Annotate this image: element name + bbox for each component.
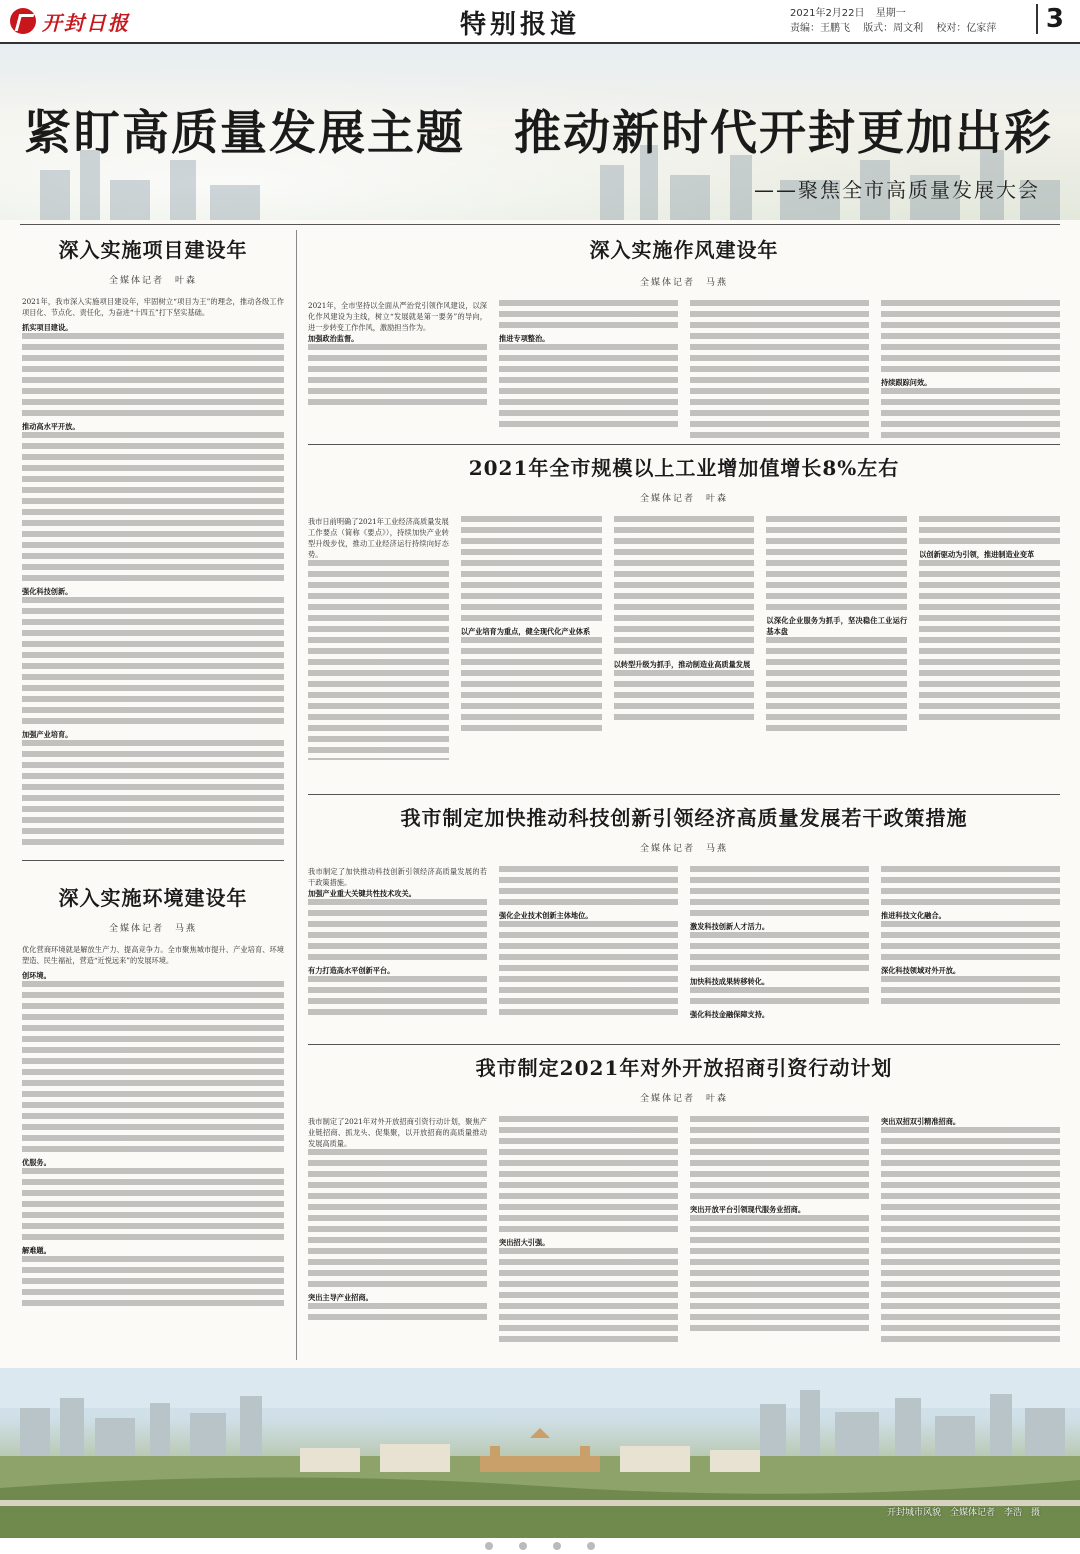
article-subhead: 突出主导产业招商。	[308, 1293, 373, 1302]
article-column	[499, 1116, 678, 1347]
article-subhead: 加强产业培育。	[22, 730, 73, 739]
article-subhead: 推进专项整治。	[499, 334, 550, 343]
article-column	[499, 866, 678, 1020]
article-column	[690, 300, 869, 443]
article-column	[766, 516, 907, 760]
article-column	[881, 300, 1060, 443]
article-body-text	[22, 432, 284, 586]
article-project-construction	[22, 230, 284, 850]
article-body-text	[308, 1303, 487, 1325]
article-column	[308, 1116, 487, 1347]
article-lead: 2021年，全市坚持以全面从严治党引领作风建设，以深化作风建设为主线，树立“发展就是第一要务”的导向，进一步转变工作作风，激励担当作为。	[308, 301, 487, 332]
article-subhead: 推进科技文化融合。	[881, 911, 946, 920]
article-body-text	[690, 932, 869, 976]
page-dot[interactable]	[519, 1542, 527, 1550]
edition-date: 2021年2月22日	[790, 8, 865, 19]
divider	[308, 444, 1060, 445]
divider	[22, 860, 284, 861]
article-subhead: 激发科技创新人才活力。	[690, 922, 770, 931]
article-title: 深入实施项目建设年	[58, 238, 248, 262]
article-body-text	[690, 1215, 869, 1336]
article-body-text	[690, 1116, 869, 1204]
masthead	[0, 0, 1080, 44]
article-byline: 全媒体记者 叶森	[639, 494, 728, 504]
hero-subtitle: ——聚焦全市高质量发展大会	[754, 178, 1040, 202]
proof-credit: 校对：亿家萍	[936, 23, 997, 34]
article-byline: 全媒体记者 叶森	[108, 276, 197, 286]
article-title: 我市制定2021年对外开放招商引资行动计划	[475, 1056, 893, 1080]
article-subhead: 以深化企业服务为抓手，坚决稳住工业运行基本盘	[766, 616, 908, 636]
article-subhead: 强化企业技术创新主体地位。	[499, 911, 593, 920]
article-body-text	[881, 921, 1060, 965]
article-columns	[308, 300, 1060, 443]
article-byline: 全媒体记者 马燕	[639, 844, 728, 854]
article-body-text	[499, 866, 678, 910]
divider	[308, 794, 1060, 795]
article-body-text	[766, 637, 907, 736]
article-body-text	[499, 1116, 678, 1237]
logo-text: 开封日报	[42, 10, 130, 35]
article-column	[614, 516, 755, 760]
article-title: 我市制定加快推动科技创新引领经济高质量发展若干政策措施	[400, 806, 968, 830]
article-subhead: 加强产业重大关键共性技术攻关。	[308, 889, 416, 898]
article-body-text	[919, 560, 1060, 725]
article-body-text	[690, 300, 869, 443]
article-body-text	[22, 1168, 284, 1245]
newspaper-logo	[10, 6, 130, 36]
article-subhead: 突出开放平台引领现代服务业招商。	[690, 1205, 806, 1214]
article-body-text	[881, 300, 1060, 377]
article-column	[919, 516, 1060, 760]
article-environment-construction	[22, 880, 284, 1360]
article-lead: 我市日前明确了2021年工业经济高质量发展工作要点（简称《要点》），持续加快产业转型升级步伐，推动工业经济运行持续向好态势。	[308, 517, 449, 559]
article-body-text	[308, 976, 487, 1020]
hero-banner	[0, 44, 1080, 220]
article-subhead: 以创新驱动为引领，推进制造业变革	[919, 550, 1035, 559]
article-body-text	[22, 333, 284, 421]
page-dot[interactable]	[553, 1542, 561, 1550]
article-body-text	[499, 1248, 678, 1347]
article-columns	[308, 866, 1060, 1020]
hero-title: 紧盯高质量发展主题 推动新时代开封更加出彩	[24, 106, 1053, 161]
article-lead: 我市制定了2021年对外开放招商引资行动计划，聚焦产业链招商、抓龙头、促集聚，以开放招商的高质量推动发展高质量。	[308, 1117, 487, 1148]
article-tech-innovation	[308, 800, 1060, 1040]
section-label: 特别报道	[460, 10, 581, 40]
article-body-text	[308, 899, 487, 965]
article-body-text	[22, 597, 284, 729]
article-subhead: 抓实项目建设。	[22, 323, 73, 332]
article-byline: 全媒体记者 马燕	[108, 924, 197, 934]
article-subhead: 突出招大引强。	[499, 1238, 550, 1247]
page-dot[interactable]	[587, 1542, 595, 1550]
article-byline: 全媒体记者 马燕	[639, 278, 728, 288]
article-subhead: 推动高水平开放。	[22, 422, 80, 431]
article-column	[308, 300, 487, 443]
article-column	[690, 866, 869, 1020]
article-body-text	[308, 1149, 487, 1292]
article-column	[881, 1116, 1060, 1347]
article-body-text	[22, 981, 284, 1157]
article-column	[881, 866, 1060, 1020]
article-lead: 优化营商环境就是解放生产力、提高竞争力。全市聚焦城市提升、产业培育、环境塑造、民生福祉，营造“近悦远来”的发展环境。	[22, 945, 284, 965]
article-body-text	[690, 987, 869, 1009]
article-body-text	[308, 560, 449, 760]
edition-meta	[790, 6, 1020, 36]
article-subhead: 加快科技成果转移转化。	[690, 977, 770, 986]
article-title: 深入实施作风建设年	[589, 238, 779, 262]
article-subhead: 持续跟踪问效。	[881, 378, 932, 387]
article-subhead: 以产业培育为重点，健全现代化产业体系	[460, 627, 591, 636]
article-subhead: 突出双招双引精准招商。	[881, 1117, 961, 1126]
city-panorama-photo	[0, 1368, 1080, 1538]
page-indicator[interactable]	[0, 1538, 1080, 1554]
article-subhead: 以转型升级为抓手，推动制造业高质量发展	[613, 660, 751, 669]
article-body-text	[614, 516, 755, 659]
article-body-text	[614, 670, 755, 725]
article-body-text	[881, 976, 1060, 1009]
article-industrial-growth	[308, 450, 1060, 790]
article-subhead: 有力打造高水平创新平台。	[308, 966, 395, 975]
article-column	[308, 516, 449, 760]
article-body-text	[22, 1256, 284, 1311]
article-subhead: 优服务。	[22, 1158, 51, 1167]
article-subhead: 强化科技创新。	[22, 587, 73, 596]
article-body-text	[881, 1127, 1060, 1347]
page-number: 3	[1036, 4, 1064, 34]
article-subhead: 创环境。	[22, 971, 51, 980]
logo-emblem-icon	[10, 8, 36, 34]
article-subhead: 深化科技领域对外开放。	[881, 966, 961, 975]
article-subhead: 解难题。	[22, 1246, 51, 1255]
article-body-text	[690, 866, 869, 921]
article-subhead: 加强政治监督。	[308, 334, 359, 343]
article-body-text	[881, 388, 1060, 443]
article-body-text	[461, 516, 602, 626]
article-lead: 2021年，我市深入实施项目建设年，牢固树立“项目为王”的理念，推动各级工作项目化、节点化、责任化，为奋进“十四五”打下坚实基础。	[22, 297, 284, 317]
article-title: 2021年全市规模以上工业增加值增长8%左右	[468, 456, 900, 480]
article-investment-plan	[308, 1050, 1060, 1360]
article-body-text	[766, 516, 907, 615]
divider	[308, 1044, 1060, 1045]
edition-weekday: 星期一	[875, 8, 906, 19]
article-column	[499, 300, 678, 443]
article-body-text	[919, 516, 1060, 549]
article-subhead: 强化科技金融保障支持。	[690, 1010, 770, 1019]
article-body-text	[308, 344, 487, 410]
article-column	[461, 516, 602, 760]
article-body-text	[499, 344, 678, 432]
article-title: 深入实施环境建设年	[58, 886, 248, 910]
editor-credit: 责编：王鹏飞	[790, 23, 850, 34]
article-column	[308, 866, 487, 1020]
article-lead: 我市制定了加快推动科技创新引领经济高质量发展的若干政策措施。	[308, 867, 487, 887]
article-body-text	[881, 866, 1060, 910]
article-body-text	[499, 300, 678, 333]
column-divider	[296, 230, 297, 1360]
article-columns	[308, 1116, 1060, 1347]
divider	[20, 224, 1060, 225]
article-body-text	[499, 921, 678, 1020]
article-body-text	[461, 637, 602, 736]
layout-credit: 版式：周文利	[863, 23, 924, 34]
page-dot[interactable]	[485, 1542, 493, 1550]
article-body-text	[22, 740, 284, 850]
article-byline: 全媒体记者 叶森	[639, 1094, 728, 1104]
article-column	[690, 1116, 869, 1347]
article-columns	[308, 516, 1060, 760]
photo-caption: 开封城市风貌 全媒体记者 李浩 摄	[886, 1508, 1040, 1518]
article-work-style	[308, 230, 1060, 440]
